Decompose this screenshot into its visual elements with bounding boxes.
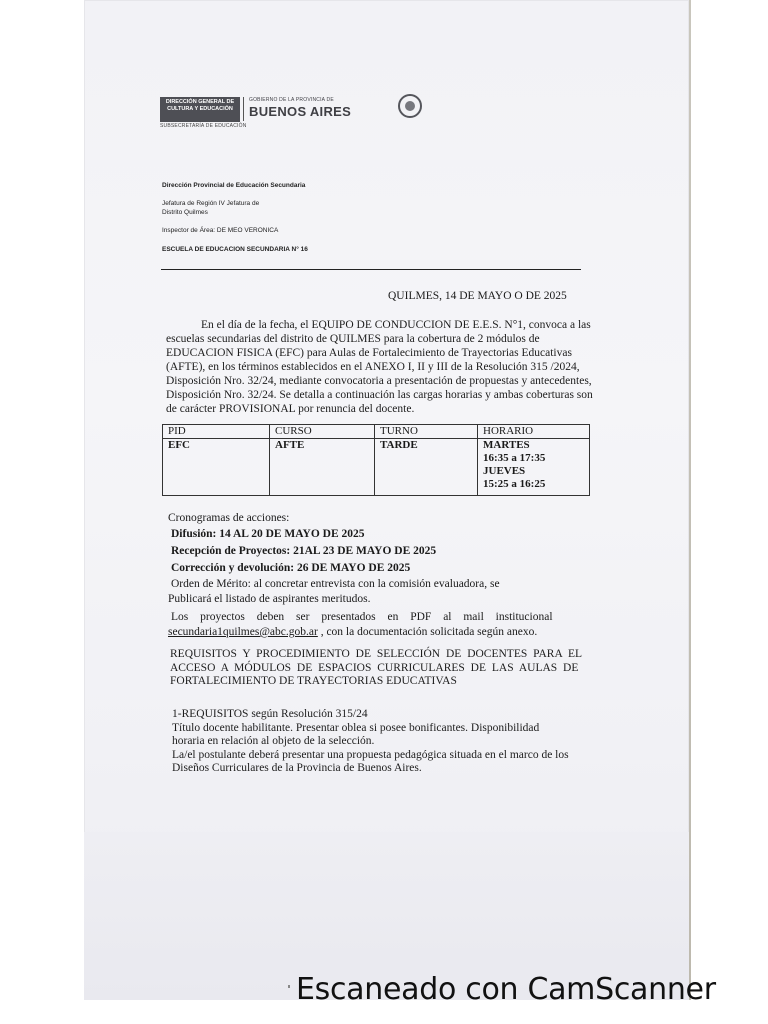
cronograma-item-text: Difusión: 14 AL 20 DE MAYO DE 2025 xyxy=(171,528,365,540)
gov-logo-small: GOBIERNO DE LA PROVINCIA DE xyxy=(249,97,334,103)
body-line: horaria en relación al objeto de la selección. xyxy=(172,735,375,747)
proyectos-line2 xyxy=(168,625,588,639)
dgce-logo-line2: CULTURA Y EDUCACIÓN xyxy=(167,105,233,112)
body-line: Título docente habilitante. Presentar oblea si posee bonificantes. Disponibilidad xyxy=(172,721,540,734)
cronograma-title: Cronogramas de acciones: xyxy=(168,512,290,524)
requisitos-heading xyxy=(170,648,606,689)
requisitos-line: ACCESO A MÓDULOS DE ESPACIOS CURRICULARES DE LAS AULAS DE xyxy=(170,661,579,674)
scan-speck xyxy=(288,985,290,988)
intro-line: En el día de la fecha, el EQUIPO DE CONDUCCION DE E.E.S. N°1, convoca a las xyxy=(201,319,591,331)
dgce-logo-line1: DIRECCIÓN GENERAL DE xyxy=(165,99,235,105)
proyectos-line1 xyxy=(168,610,588,625)
jefatura-line1: Jefatura de Región IV Jefatura de xyxy=(162,200,260,207)
body-line: Diseños Curriculares de la Provincia de Buenos Aires. xyxy=(172,762,422,774)
subsecretaria-label: SUBSECRETARÍA DE EDUCACIÓN xyxy=(160,123,247,129)
horario-line: MARTES xyxy=(483,439,530,451)
intro-line: escuelas secundarias del distrito de QUILMES para la cobertura de 2 módulos de xyxy=(166,333,540,345)
orden-merito-line2: Publicará el listado de aspirantes meritudos. xyxy=(168,593,371,605)
jefatura-line2: Distrito Quilmes xyxy=(162,209,208,216)
header-curso: CURSO xyxy=(270,425,375,439)
direccion-heading: Dirección Provincial de Educación Secundaria xyxy=(162,182,306,189)
horario-line: 16:35 a 17:35 xyxy=(483,452,546,464)
intro-paragraph xyxy=(166,318,593,416)
camscanner-watermark: Escaneado con CamScanner xyxy=(296,972,716,1007)
cronograma-item-text: Recepción de Proyectos: 21AL 23 DE MAYO DE 2025 xyxy=(171,545,437,557)
cronograma-section xyxy=(168,510,588,639)
header-turno: TURNO xyxy=(375,425,478,439)
intro-line: Disposición Nro. 32/24. Se detalla a continuación las cargas horarias y ambas coberturas son xyxy=(166,389,593,401)
cell-horario xyxy=(478,439,590,496)
document-page xyxy=(84,0,689,1000)
table-row xyxy=(163,439,590,496)
body-line: 1-REQUISITOS según Resolución 315/24 xyxy=(172,708,368,720)
header-divider xyxy=(161,269,581,270)
email-link[interactable]: secundaria1quilmes@abc.gob.ar xyxy=(168,626,318,638)
cell-turno: TARDE xyxy=(375,439,478,496)
logo-divider xyxy=(243,97,244,121)
intro-line: EDUCACION FISICA (EFC) para Aulas de Fortalecimiento de Trayectorias Educativas xyxy=(166,347,572,359)
orden-merito-line1: Orden de Mérito: al concretar entrevista con la comisión evaluadora, se xyxy=(171,578,500,590)
document-date: QUILMES, 14 DE MAYO O DE 2025 xyxy=(388,290,567,302)
table-header-row xyxy=(163,425,590,439)
escuela-line: ESCUELA DE EDUCACION SECUNDARIA N° 16 xyxy=(162,246,308,253)
proyectos-text: Los proyectos deben ser presentados en PDF al mail institucional xyxy=(171,611,553,623)
schedule-table xyxy=(162,424,590,496)
cronograma-item xyxy=(168,526,588,543)
body-line: La/el postulante deberá presentar una propuesta pedagógica situada en el marco de los xyxy=(172,748,569,761)
inspector-line: Inspector de Área: DE MEO VERONICA xyxy=(162,227,279,234)
header-pid: PID xyxy=(163,425,270,439)
cell-pid: EFC xyxy=(163,439,270,496)
proyectos-text2: , con la documentación solicitada según anexo. xyxy=(320,626,538,638)
requisitos-body xyxy=(172,708,612,776)
cronograma-item-text: Corrección y devolución: 26 DE MAYO DE 2025 xyxy=(171,562,411,574)
horario-line: JUEVES xyxy=(483,465,526,477)
orden-merito xyxy=(168,577,588,592)
requisitos-line: FORTALECIMIENTO DE TRAYECTORIAS EDUCATIVAS xyxy=(170,675,457,687)
cronograma-item xyxy=(168,560,588,577)
horario-line: 15:25 a 16:25 xyxy=(483,478,546,490)
intro-line: de carácter PROVISIONAL por renuncia del docente. xyxy=(166,403,415,415)
buenos-aires-logo xyxy=(249,97,351,119)
cell-curso: AFTE xyxy=(270,439,375,496)
seal-icon xyxy=(398,94,422,118)
gov-logo-big: BUENOS AIRES xyxy=(249,104,352,119)
dgce-logo xyxy=(160,97,240,122)
requisitos-line: REQUISITOS Y PROCEDIMIENTO DE SELECCIÓN DE DOCENTES PARA EL xyxy=(170,648,583,660)
intro-line: (AFTE), en los términos establecidos en el ANEXO I, II y III de la Resolución 315 /2024, xyxy=(166,361,580,373)
cronograma-item xyxy=(168,543,588,560)
scan-background-right xyxy=(688,0,768,1024)
intro-line: Disposición Nro. 32/24, mediante convocatoria a presentación de propuestas y antecedentes, xyxy=(166,375,592,387)
scan-background-left xyxy=(0,0,84,1024)
header-horario: HORARIO xyxy=(478,425,590,439)
